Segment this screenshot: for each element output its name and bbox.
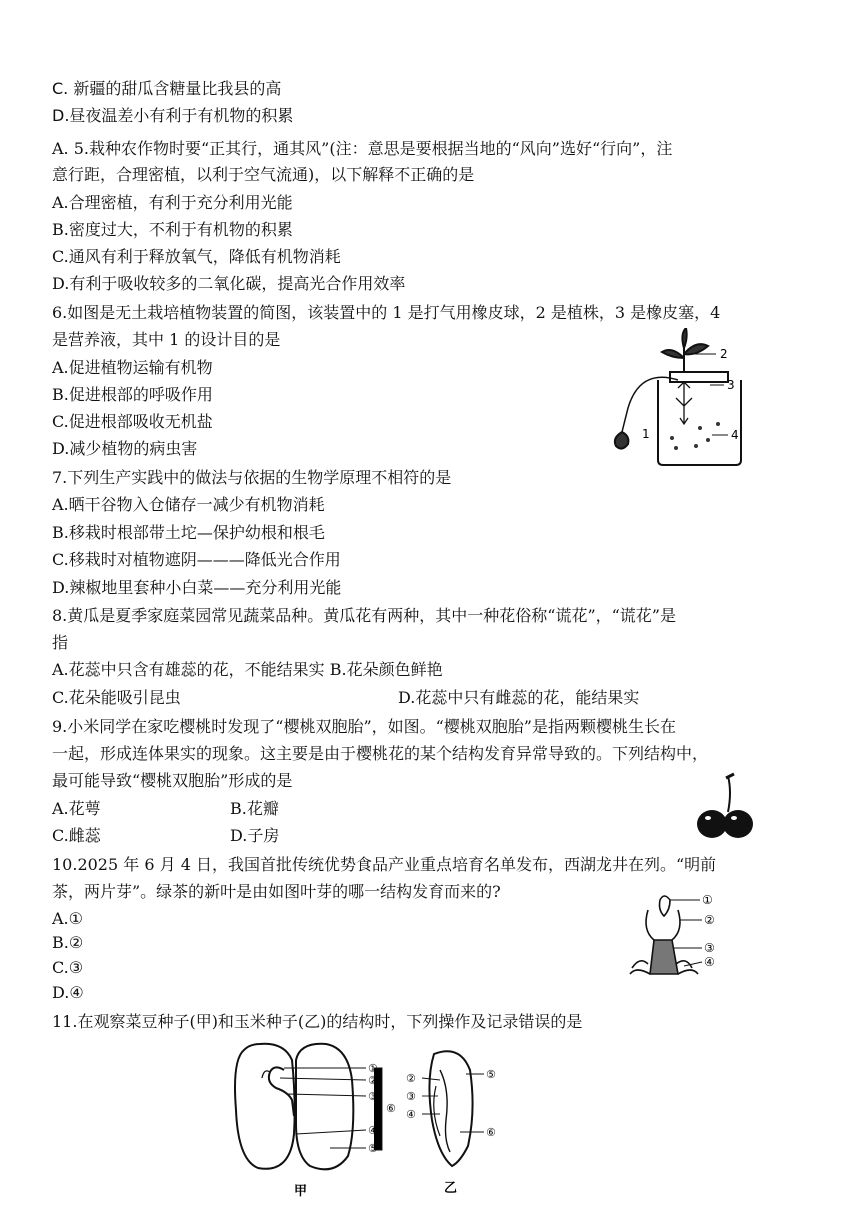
corn-label-2: ② xyxy=(406,1072,416,1085)
corn-label-4: ④ xyxy=(406,1108,416,1121)
q5-option-d: D.有利于吸收较多的二氧化碳，提高光合作用效率 xyxy=(52,274,406,293)
corn-label-3: ③ xyxy=(406,1090,416,1103)
bean-label-6: ⑥ xyxy=(386,1102,396,1115)
bean-label-3: ③ xyxy=(368,1090,378,1103)
q8-stem-line1: 8.黄瓜是夏季家庭菜园常见蔬菜品种。黄瓜花有两种，其中一种花俗称“谎花”，“谎花”是 xyxy=(52,606,676,625)
q7-option-d: D.辣椒地里套种小白菜——充分利用光能 xyxy=(52,578,342,597)
q5-option-b: B.密度过大，不利于有机物的积累 xyxy=(52,220,293,239)
q10-option-d: D.④ xyxy=(52,983,84,1002)
fig6-label-1: 1 xyxy=(642,427,650,441)
fig6-label-2: 2 xyxy=(720,347,728,361)
seed-structures-figure xyxy=(230,1040,520,1206)
q5-stem-line1: A. 5.栽种农作物时要“正其行，通其风”(注：意思是要根据当地的“风向”选好“行向”，注 xyxy=(52,139,673,158)
q8-option-d: D.花蕊中只有雌蕊的花，能结果实 xyxy=(398,688,640,707)
q5-option-c: C.通风有利于释放氧气，降低有机物消耗 xyxy=(52,247,341,266)
q6-option-b: B.促进根部的呼吸作用 xyxy=(52,385,213,404)
fig10-label-1: ① xyxy=(702,893,713,907)
fig6-label-4: 4 xyxy=(731,428,739,442)
q10-option-a: A.① xyxy=(52,909,83,928)
q9-option-c: C.雌蕊 xyxy=(52,826,101,845)
corn-caption: 乙 xyxy=(444,1181,458,1196)
bean-label-5: ⑤ xyxy=(368,1142,378,1155)
corn-label-5: ⑤ xyxy=(486,1068,496,1081)
fig10-label-4: ④ xyxy=(704,955,715,969)
q9-stem-line1: 9.小米同学在家吃樱桃时发现了“樱桃双胞胎”，如图。“樱桃双胞胎”是指两颗樱桃生长在 xyxy=(52,717,676,736)
q9-stem-line2: 一起，形成连体果实的现象。这主要是由于樱桃花的某个结构发育异常导致的。下列结构中， xyxy=(52,744,709,763)
q6-option-a: A.促进植物运输有机物 xyxy=(52,358,213,377)
bean-label-1: ① xyxy=(368,1062,378,1075)
q9-stem-line3: 最可能导致“樱桃双胞胎”形成的是 xyxy=(52,771,293,790)
bean-caption: 甲 xyxy=(294,1184,308,1199)
hydroponics-figure xyxy=(600,328,750,468)
q8-option-c: C.花朵能吸引昆虫 xyxy=(52,688,181,707)
fig10-label-3: ③ xyxy=(704,941,715,955)
q9-option-d: D.子房 xyxy=(230,826,280,845)
q11-stem: 11.在观察菜豆种子(甲)和玉米种子(乙)的结构时，下列操作及记录错误的是 xyxy=(52,1012,583,1031)
q8-stem-line2: 指 xyxy=(52,633,69,652)
leaf-bud-figure xyxy=(626,890,726,986)
q10-option-b: B.② xyxy=(52,933,84,952)
q8-options-ab: A.花蕊中只含有雄蕊的花，不能结果实 B.花朵颜色鲜艳 xyxy=(52,660,443,679)
q10-stem-line2: 茶，两片芽”。绿茶的新叶是由如图叶芽的哪一结构发育而来的? xyxy=(52,882,501,901)
q5-stem-line2: 意行距，合理密植，以利于空气流通)，以下解释不正确的是 xyxy=(52,165,475,184)
bean-label-2: ② xyxy=(368,1074,378,1087)
q4-option-d: D.昼夜温差小有利于有机物的积累 xyxy=(52,106,294,125)
q4-option-c: C. 新疆的甜瓜含糖量比我县的高 xyxy=(52,79,282,98)
q9-option-b: B.花瓣 xyxy=(230,799,279,818)
q9-option-a: A.花萼 xyxy=(52,799,101,818)
q6-stem-line1: 6.如图是无土栽培植物装置的简图，该装置中的 1 是打气用橡皮球，2 是植株，3 是橡皮塞，4 xyxy=(52,303,721,322)
q7-option-c: C.移栽时对植物遮阴———降低光合作用 xyxy=(52,550,341,569)
corn-label-6: ⑥ xyxy=(486,1126,496,1139)
q5-option-a: A.合理密植，有利于充分利用光能 xyxy=(52,193,293,212)
fig10-label-2: ② xyxy=(704,913,715,927)
q6-option-d: D.减少植物的病虫害 xyxy=(52,439,198,458)
q10-option-c: C.③ xyxy=(52,958,84,977)
twin-cherry-figure xyxy=(692,772,758,842)
q6-stem-line2: 是营养液，其中 1 的设计目的是 xyxy=(52,330,281,349)
q7-option-b: B.移栽时根部带土坨—保护幼根和根毛 xyxy=(52,523,325,542)
q6-option-c: C.促进根部吸收无机盐 xyxy=(52,412,213,431)
q7-option-a: A.晒干谷物入仓储存一减少有机物消耗 xyxy=(52,495,325,514)
q7-stem: 7.下列生产实践中的做法与依据的生物学原理不相符的是 xyxy=(52,468,452,487)
fig6-label-3: 3 xyxy=(727,378,735,392)
bean-label-4: ④ xyxy=(368,1124,378,1137)
q10-stem-line1: 10.2025 年 6 月 4 日，我国首批传统优势食品产业重点培育名单发布，西湖龙井在列。“明前 xyxy=(52,855,717,874)
